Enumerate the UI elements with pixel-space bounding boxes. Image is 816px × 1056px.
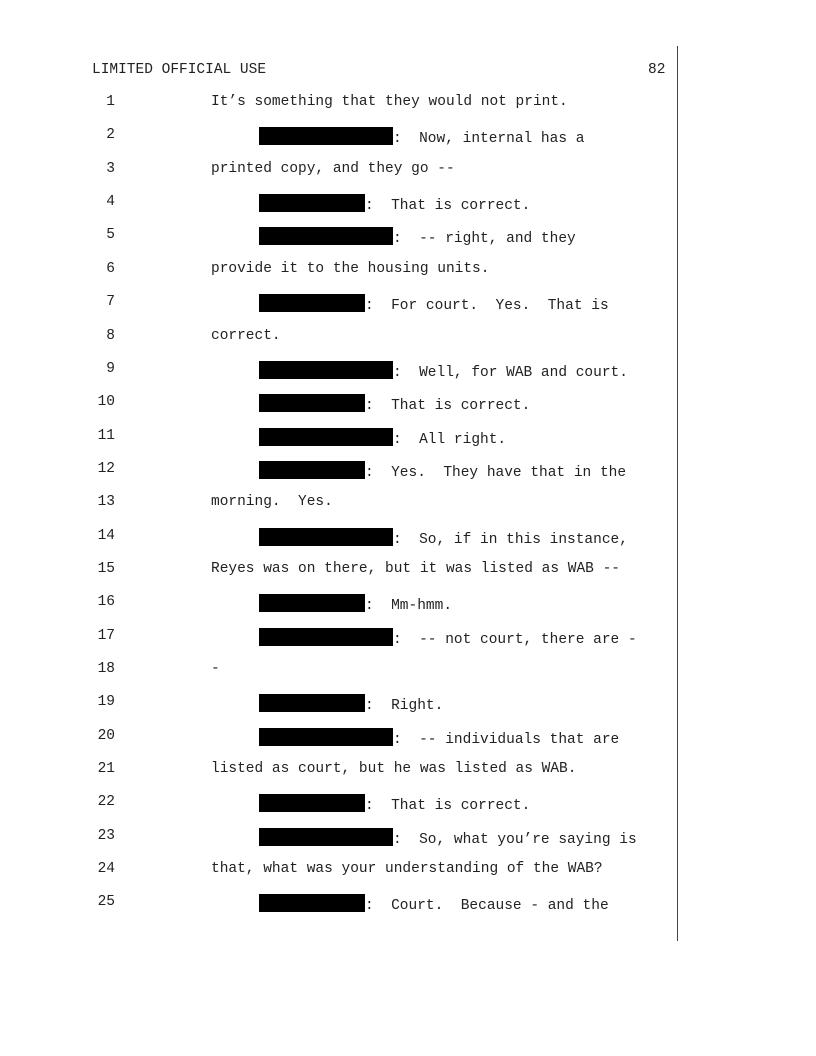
speaker-turn <box>259 794 530 814</box>
transcript-line <box>0 661 677 685</box>
redacted-speaker-name <box>259 694 365 712</box>
transcript-line <box>0 127 677 151</box>
spoken-text: printed copy, and they go -- <box>211 160 455 177</box>
line-text <box>211 261 489 277</box>
line-number: 19 <box>97 694 115 711</box>
speaker-turn <box>259 628 637 648</box>
transcript-line <box>0 261 677 285</box>
spoken-text: : Yes. They have that in the <box>365 464 627 481</box>
line-text <box>211 94 568 110</box>
speaker-turn <box>259 694 443 714</box>
spoken-text: It’s something that they would not print. <box>211 94 568 110</box>
line-number: 10 <box>97 394 115 411</box>
redacted-speaker-name <box>259 594 365 612</box>
line-number: 5 <box>106 227 115 244</box>
line-number: 11 <box>97 427 115 444</box>
transcript-line <box>0 728 677 752</box>
redacted-speaker-name <box>259 227 393 245</box>
transcript-line <box>0 794 677 818</box>
spoken-text: : Mm-hmm. <box>365 598 453 615</box>
spoken-text: - <box>211 661 220 677</box>
transcript-line <box>0 894 677 918</box>
redacted-speaker-name <box>259 394 365 412</box>
spoken-text: that, what was your understanding of the WAB? <box>211 861 603 878</box>
line-number: 14 <box>97 527 115 544</box>
redacted-speaker-name <box>259 194 365 212</box>
spoken-text: : That is correct. <box>365 798 531 815</box>
speaker-turn <box>259 361 628 381</box>
transcript-line <box>0 394 677 418</box>
line-number: 23 <box>97 827 115 844</box>
line-number: 20 <box>97 727 115 744</box>
page-number: 82 <box>648 62 666 78</box>
spoken-text: : That is correct. <box>365 198 531 215</box>
redacted-speaker-name <box>259 794 365 812</box>
line-number: 15 <box>97 560 115 577</box>
transcript-line <box>0 861 677 885</box>
speaker-turn <box>259 528 628 548</box>
right-margin-rule <box>677 46 678 941</box>
line-number: 8 <box>106 327 115 344</box>
spoken-text: : -- individuals that are <box>393 731 620 748</box>
spoken-text: correct. <box>211 327 281 344</box>
redacted-speaker-name <box>259 628 393 646</box>
line-text <box>211 328 281 344</box>
transcript-line <box>0 628 677 652</box>
line-number: 6 <box>106 260 115 277</box>
transcript-line <box>0 194 677 218</box>
line-text <box>211 561 620 577</box>
speaker-turn <box>259 194 530 214</box>
line-number: 18 <box>97 661 115 677</box>
line-number: 9 <box>106 360 115 377</box>
redacted-speaker-name <box>259 728 393 746</box>
redacted-speaker-name <box>259 428 393 446</box>
line-text <box>211 161 455 177</box>
transcript-line <box>0 227 677 251</box>
line-number: 13 <box>97 494 115 511</box>
speaker-turn <box>259 127 584 147</box>
redacted-speaker-name <box>259 528 393 546</box>
transcript-line <box>0 361 677 385</box>
speaker-turn <box>259 428 506 448</box>
line-number: 1 <box>106 94 115 110</box>
transcript-line <box>0 461 677 485</box>
redacted-speaker-name <box>259 828 393 846</box>
redacted-speaker-name <box>259 294 365 312</box>
speaker-turn <box>259 594 452 614</box>
spoken-text: : So, if in this instance, <box>393 531 628 548</box>
line-number: 2 <box>106 127 115 144</box>
speaker-turn <box>259 394 530 414</box>
redacted-speaker-name <box>259 127 393 145</box>
spoken-text: morning. Yes. <box>211 494 333 511</box>
line-number: 22 <box>97 794 115 811</box>
line-number: 17 <box>97 627 115 644</box>
speaker-turn <box>259 294 609 314</box>
transcript-line <box>0 428 677 452</box>
line-number: 12 <box>97 460 115 477</box>
transcript-line <box>0 528 677 552</box>
spoken-text: : -- not court, there are - <box>393 631 637 648</box>
speaker-turn <box>259 461 626 481</box>
line-text <box>211 494 333 510</box>
speaker-turn <box>259 728 619 748</box>
transcript-line <box>0 761 677 785</box>
line-number: 21 <box>97 761 115 777</box>
spoken-text: : That is correct. <box>365 398 531 415</box>
redacted-speaker-name <box>259 894 365 912</box>
transcript-line <box>0 828 677 852</box>
transcript-line <box>0 694 677 718</box>
spoken-text: : So, what you’re saying is <box>393 831 637 848</box>
line-number: 25 <box>97 894 115 911</box>
spoken-text: : -- right, and they <box>393 231 576 248</box>
line-text <box>211 861 603 877</box>
classification-marking: LIMITED OFFICIAL USE <box>92 62 267 78</box>
line-number: 4 <box>106 194 115 211</box>
spoken-text: : Well, for WAB and court. <box>393 364 628 381</box>
line-text <box>211 661 220 677</box>
transcript-line <box>0 94 677 118</box>
speaker-turn <box>259 227 576 247</box>
redacted-speaker-name <box>259 461 365 479</box>
spoken-text: : Court. Because - and the <box>365 898 609 915</box>
transcript-line <box>0 161 677 185</box>
spoken-text: : For court. Yes. That is <box>365 298 609 315</box>
spoken-text: Reyes was on there, but it was listed as WAB -- <box>211 560 620 577</box>
transcript-line <box>0 494 677 518</box>
line-number: 16 <box>97 594 115 611</box>
transcript-line <box>0 594 677 618</box>
transcript-line <box>0 328 677 352</box>
spoken-text: : Right. <box>365 698 444 715</box>
line-text <box>211 761 576 777</box>
redacted-speaker-name <box>259 361 393 379</box>
line-number: 24 <box>97 861 115 878</box>
spoken-text: provide it to the housing units. <box>211 260 490 277</box>
spoken-text: : Now, internal has a <box>393 131 585 148</box>
speaker-turn <box>259 828 637 848</box>
line-number: 7 <box>106 294 115 311</box>
speaker-turn <box>259 894 609 914</box>
spoken-text: listed as court, but he was listed as WAB. <box>211 761 577 777</box>
transcript-line <box>0 561 677 585</box>
spoken-text: : All right. <box>393 431 507 448</box>
line-number: 3 <box>106 160 115 177</box>
transcript-line <box>0 294 677 318</box>
